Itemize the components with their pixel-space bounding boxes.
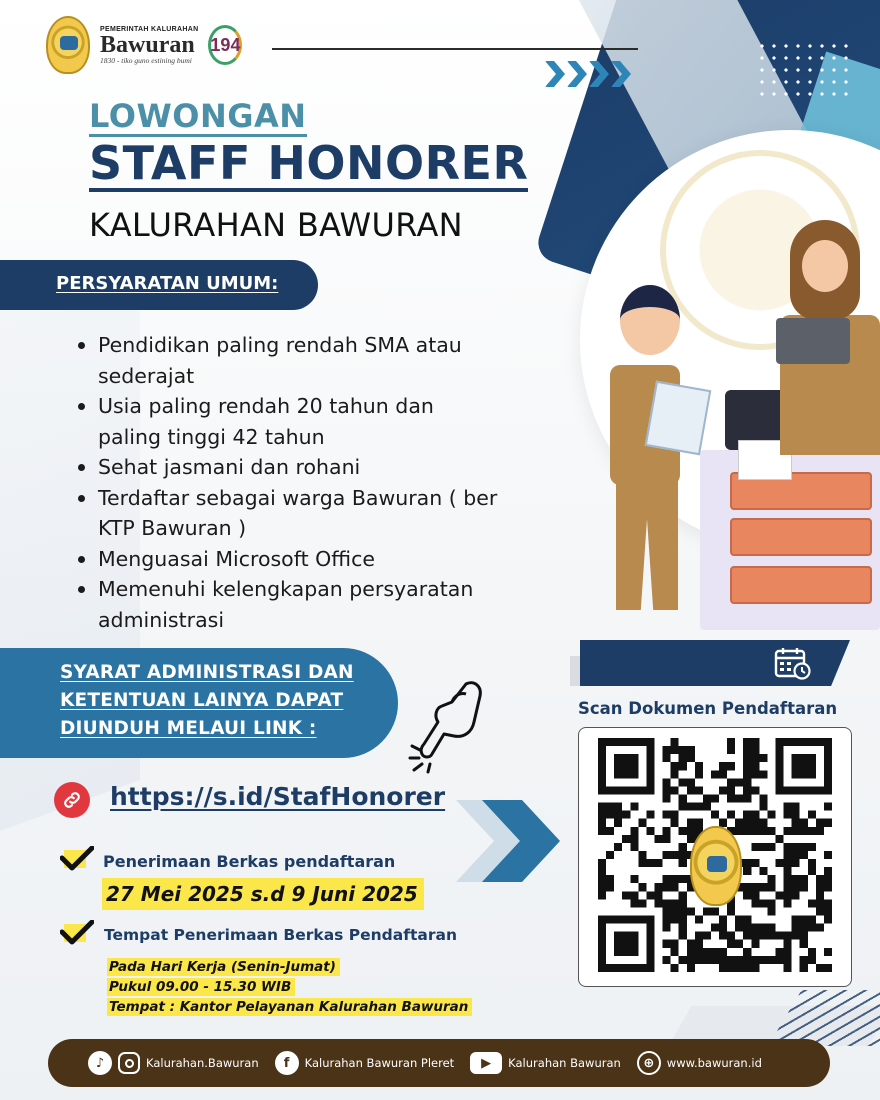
requirement-item: Sehat jasmani dan rohani xyxy=(78,452,498,483)
org-top: PEMERINTAH KALURAHAN xyxy=(100,25,199,33)
laptop-icon xyxy=(776,318,850,364)
brand xyxy=(100,26,198,65)
anniversary-logo xyxy=(208,19,244,71)
check-icon xyxy=(60,920,94,946)
registration-label: Penerimaan Berkas pendaftaran xyxy=(103,852,396,871)
qr-finder-pattern xyxy=(614,932,638,956)
title-lowongan: LOWONGAN xyxy=(89,97,307,135)
website-url: www.bawuran.id xyxy=(666,1056,762,1070)
place-info-line: Pukul 09.00 - 15.30 WIB xyxy=(107,978,295,996)
kalurahan-seal-logo xyxy=(46,16,90,74)
chevron-right-icon xyxy=(611,61,631,87)
footer-youtube[interactable] xyxy=(470,1052,621,1074)
place-info-line: Tempat : Kantor Pelayanan Kalurahan Bawuran xyxy=(107,998,472,1016)
link-icon xyxy=(54,782,90,818)
qr-title: Scan Dokumen Pendaftaran xyxy=(578,699,838,718)
chevron-icons xyxy=(545,61,631,87)
place-info xyxy=(107,958,472,1018)
registration-link[interactable]: https://s.id/StafHonorer xyxy=(110,782,446,811)
requirements-heading: PERSYARATAN UMUM: xyxy=(56,273,279,294)
footer-facebook[interactable] xyxy=(275,1051,455,1075)
big-chevron-icon xyxy=(456,800,560,882)
facebook-icon: f xyxy=(275,1051,299,1075)
footer-instagram[interactable] xyxy=(88,1051,259,1075)
qr-finder-pattern xyxy=(792,754,816,778)
footer-social-bar xyxy=(48,1039,830,1087)
youtube-icon: ▶ xyxy=(470,1052,502,1074)
chevron-right-icon xyxy=(589,61,609,87)
qr-center-seal-logo xyxy=(690,826,742,906)
admin-info-pill xyxy=(0,648,398,758)
chevron-right-icon xyxy=(545,61,565,87)
header xyxy=(46,16,244,74)
requirements-heading-pill xyxy=(0,260,318,310)
dot-pattern xyxy=(756,40,852,98)
instagram-handle: Kalurahan.Bawuran xyxy=(146,1056,259,1070)
office-workers-illustration xyxy=(590,150,880,630)
drawer xyxy=(730,566,872,604)
drawer xyxy=(730,518,872,556)
footer-website[interactable] xyxy=(637,1051,762,1075)
man-legs xyxy=(616,480,678,610)
man-head xyxy=(620,285,680,355)
title-kalurahan: KALURAHAN BAWURAN xyxy=(89,206,463,244)
pointing-hand-icon xyxy=(408,676,488,776)
check-icon xyxy=(60,846,94,872)
requirement-item: Usia paling rendah 20 tahun dan paling tinggi 42 tahun xyxy=(78,391,498,452)
org-tagline: 1830 - tiko guno estining bumi xyxy=(100,55,192,65)
admin-line: SYARAT ADMINISTRASI DAN xyxy=(60,662,354,683)
clipboard xyxy=(645,381,712,456)
anniversary-number: 194 xyxy=(210,35,241,55)
admin-line: DIUNDUH MELAUI LINK : xyxy=(60,718,317,739)
requirement-item: Memenuhi kelengkapan persyaratan administrasi xyxy=(78,574,498,635)
instagram-icon xyxy=(118,1052,140,1074)
facebook-handle: Kalurahan Bawuran Pleret xyxy=(304,1056,455,1070)
globe-icon: ⊕ xyxy=(637,1051,661,1075)
org-name: Bawuran xyxy=(100,31,195,58)
qr-finder-pattern xyxy=(614,754,638,778)
requirement-item: Menguasai Microsoft Office xyxy=(78,544,498,575)
header-divider xyxy=(272,48,638,50)
admin-line: KETENTUAN LAINYA DAPAT xyxy=(60,690,344,711)
calendar-icon xyxy=(774,646,812,680)
requirement-item: Terdaftar sebagai warga Bawuran ( ber KTP Bawuran ) xyxy=(78,483,498,544)
requirement-item: Pendidikan paling rendah SMA atau sederajat xyxy=(78,330,498,391)
tiktok-icon: ♪ xyxy=(88,1051,112,1075)
woman-face xyxy=(802,240,848,292)
youtube-handle: Kalurahan Bawuran xyxy=(508,1056,621,1070)
title-staff-honorer: STAFF HONORER xyxy=(89,136,529,190)
chevron-right-icon xyxy=(567,61,587,87)
place-info-line: Pada Hari Kerja (Senin-Jumat) xyxy=(107,958,340,976)
place-label: Tempat Penerimaan Berkas Pendaftaran xyxy=(104,926,457,944)
requirements-list xyxy=(78,330,498,635)
registration-dates: 27 Mei 2025 s.d 9 Juni 2025 xyxy=(102,878,424,910)
